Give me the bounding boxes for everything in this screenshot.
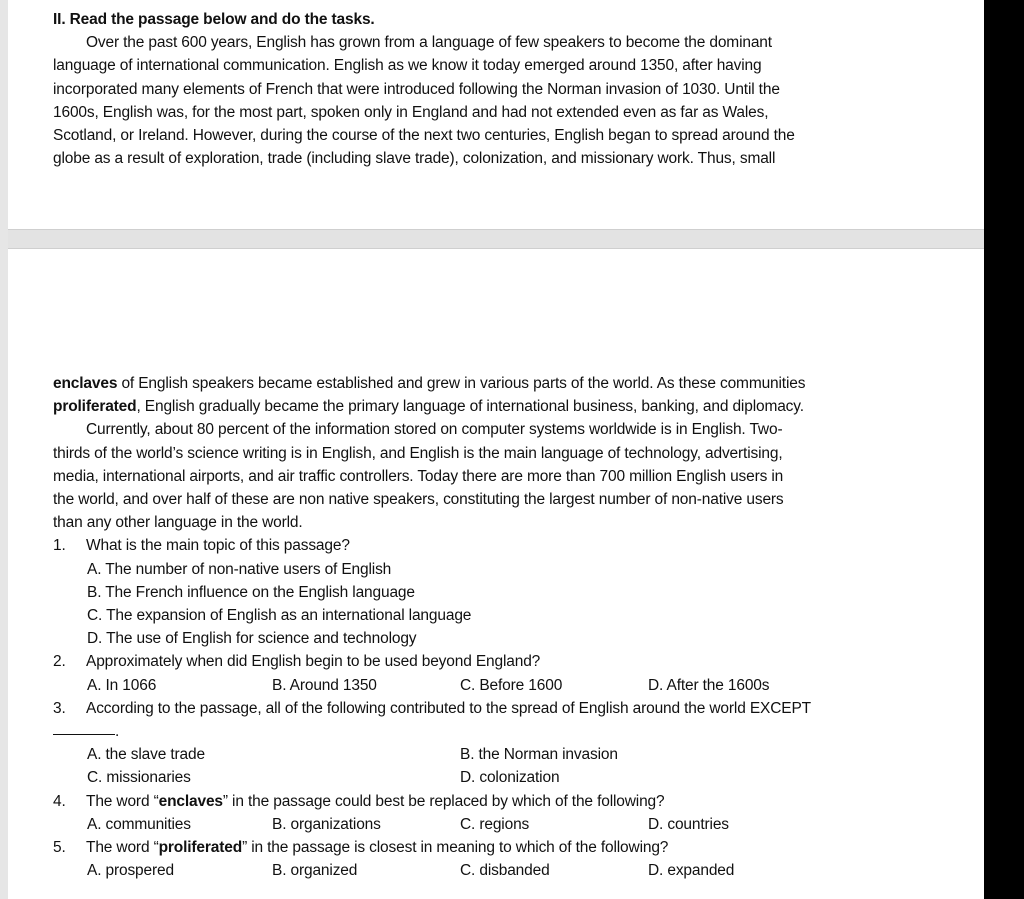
document-page-2: [53, 372, 933, 882]
answer-option: A. the slave trade: [87, 746, 205, 764]
answer-option: B. Around 1350: [272, 676, 377, 694]
passage-line: proliferated, English gradually became the primary language of international business, banking, and diplomacy.: [53, 398, 804, 416]
blank-underline: [53, 734, 115, 735]
question-text: Approximately when did English begin to be used beyond England?: [86, 653, 541, 671]
passage-line: globe as a result of exploration, trade (including slave trade), colonization, and missionary work. Thus, small: [53, 150, 776, 168]
answer-options-row: [53, 766, 933, 789]
answer-option: D. expanded: [648, 862, 735, 880]
right-black-bar: [984, 0, 1024, 899]
question-text: What is the main topic of this passage?: [86, 537, 350, 555]
answer-option: C. disbanded: [460, 862, 550, 880]
passage-line: incorporated many elements of French that were introduced following the Norman invasion of 1030. Until the: [53, 80, 780, 98]
question-number: 3.: [53, 699, 66, 717]
question-text: The word “enclaves” in the passage could best be replaced by which of the following?: [86, 792, 665, 810]
keyword-proliferated: proliferated: [53, 398, 137, 416]
passage-line: thirds of the world’s science writing is in English, and English is the main language of technology, advertising,: [53, 444, 783, 462]
blank-period: .: [115, 723, 120, 741]
answer-option: B. organizations: [272, 815, 381, 833]
question-3: [53, 697, 933, 720]
answer-option: D. colonization: [460, 769, 560, 787]
question-text: According to the passage, all of the following contributed to the spread of English around the world EXCEPT: [86, 699, 811, 717]
passage-line: 1600s, English was, for the most part, spoken only in England and had not extended even as far as Wales,: [53, 103, 769, 121]
question-1: [53, 534, 933, 557]
question-number: 5.: [53, 838, 66, 856]
answer-option: A. The number of non-native users of English: [87, 560, 392, 578]
passage-line: Over the past 600 years, English has grown from a language of few speakers to become the dominant: [86, 34, 772, 52]
question-number: 1.: [53, 537, 66, 555]
passage-line: enclaves of English speakers became established and grew in various parts of the world. As these communities: [53, 375, 806, 392]
answer-option: D. The use of English for science and technology: [87, 630, 417, 648]
page-break-gap: [8, 229, 984, 249]
answer-option: A. prospered: [87, 862, 174, 880]
answer-option: B. organized: [272, 862, 358, 880]
answer-option: B. the Norman invasion: [460, 746, 618, 764]
answer-option: D. After the 1600s: [648, 676, 770, 694]
passage-line: Scotland, or Ireland. However, during the course of the next two centuries, English began to spread around the: [53, 127, 795, 145]
passage-line: the world, and over half of these are non native speakers, constituting the largest number of non-native users: [53, 491, 784, 509]
answer-option: D. countries: [648, 815, 729, 833]
passage-line: language of international communication. English as we know it today emerged around 1350, after having: [53, 57, 762, 75]
question-number: 2.: [53, 653, 66, 671]
question-5: [53, 836, 933, 859]
answer-options-row: [53, 859, 933, 882]
answer-option: B. The French influence on the English language: [87, 583, 415, 601]
left-margin: [0, 0, 8, 899]
document-page-1: [53, 8, 933, 170]
question-text: The word “proliferated” in the passage is closest in meaning to which of the following?: [86, 838, 669, 856]
section-heading: II. Read the passage below and do the tasks.: [53, 11, 375, 28]
answer-option: C. Before 1600: [460, 676, 563, 694]
question-4: [53, 790, 933, 813]
passage-line: than any other language in the world.: [53, 514, 303, 532]
answer-option: A. communities: [87, 815, 191, 833]
passage-line: media, international airports, and air traffic controllers. Today there are more than 700 million English users in: [53, 467, 784, 485]
question-number: 4.: [53, 792, 66, 810]
answer-options-row: [53, 813, 933, 836]
answer-blank: [53, 720, 933, 743]
answer-options-row: [53, 674, 933, 697]
answer-option: C. The expansion of English as an international language: [87, 607, 472, 625]
keyword-enclaves: enclaves: [53, 375, 118, 392]
answer-option: A. In 1066: [87, 676, 157, 694]
passage-line: Currently, about 80 percent of the information stored on computer systems worldwide is in English. Two-: [86, 421, 783, 439]
answer-option: C. regions: [460, 815, 530, 833]
question-2: [53, 650, 933, 673]
answer-option: C. missionaries: [87, 769, 191, 787]
answer-options-row: [53, 743, 933, 766]
